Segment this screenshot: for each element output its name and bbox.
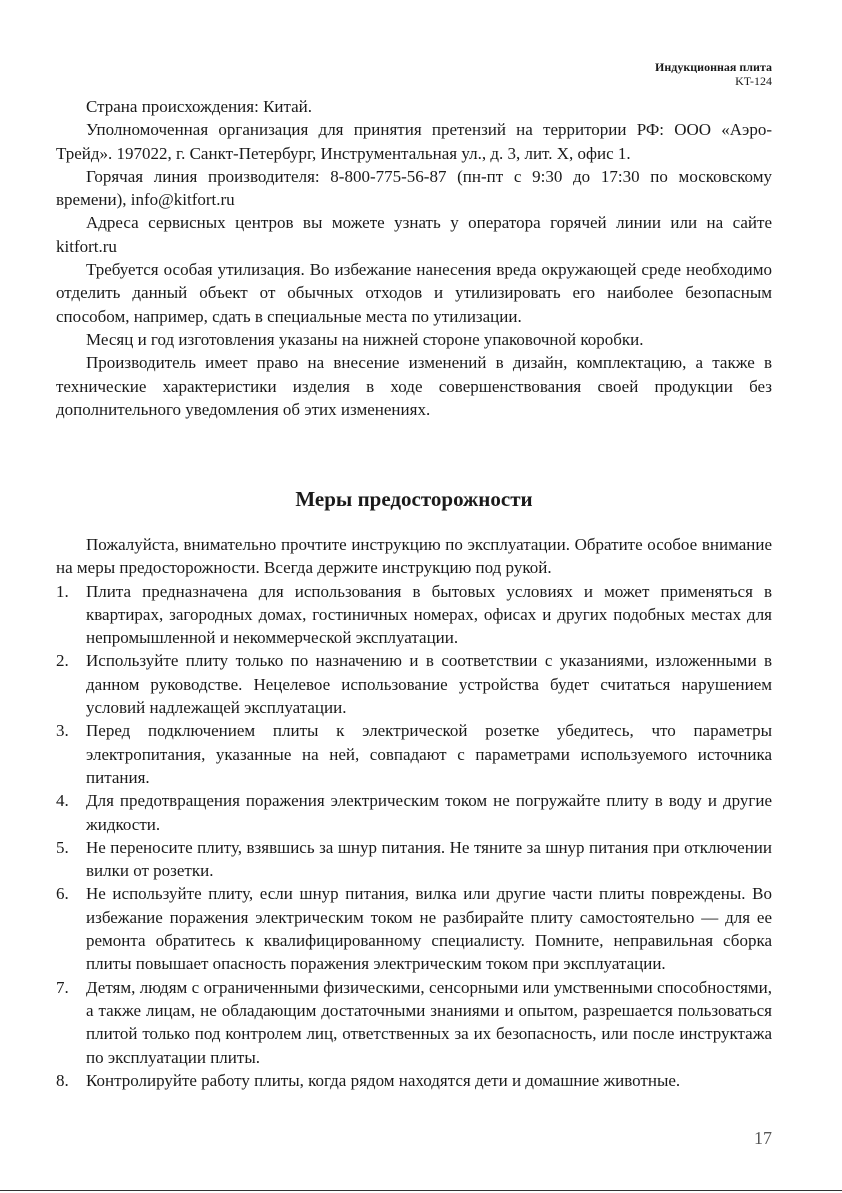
- list-item: [56, 976, 772, 1069]
- intro-paragraph: Производитель имеет право на внесение изменений в дизайн, комплектацию, а также в технические характеристики изделия в ходе совершенствования своей продукции без дополнительного уведомления об этих изменениях.: [56, 353, 772, 419]
- intro-paragraph: Страна происхождения: Китай.: [86, 97, 313, 116]
- item-number: 3.: [56, 721, 69, 741]
- item-number: 1.: [56, 581, 69, 601]
- item-text: Детям, людям с ограниченными физическими, сенсорными или умственными способностями, а также лицам, не обладающим достаточными знаниями и опытом, разрешается пользоваться плитой только под контролем лиц, ответственных за их безопасность, или после инструктажа по эксплуатации плиты.: [86, 977, 772, 1067]
- item-number: 4.: [56, 791, 69, 811]
- page-content: [56, 95, 772, 1090]
- list-item: [56, 1069, 772, 1092]
- item-text: Контролируйте работу плиты, когда рядом находятся дети и домашние животные.: [86, 1070, 681, 1090]
- precautions-section: [56, 533, 772, 1092]
- item-text: Плита предназначена для использования в бытовых условиях и может применяться в квартирах, загородных домах, гостиничных номерах, офисах и других подобных местах для непромышленной и некоммерческой эксплуатации.: [86, 581, 772, 648]
- intro-paragraph: Месяц и год изготовления указаны на нижней стороне упаковочной коробки.: [86, 329, 644, 349]
- list-item: [56, 649, 772, 719]
- running-header: [655, 60, 772, 88]
- list-item: [56, 719, 772, 789]
- item-text: Не переносите плиту, взявшись за шнур питания. Не тяните за шнур питания при отключении вилки от розетки.: [86, 837, 772, 881]
- intro-block: [56, 95, 772, 421]
- item-number: 5.: [56, 837, 69, 857]
- section-heading: Меры предосторожности: [295, 487, 533, 511]
- item-text: Для предотвращения поражения электрическим током не погружайте плиту в воду и другие жидкости.: [86, 791, 772, 834]
- item-text: Используйте плиту только по назначению и в соответствии с указаниями, изложенными в данном руководстве. Нецелевое использование устройства будет считаться нарушением условий надлежащей эксплуатации.: [86, 651, 772, 718]
- header-model: KT-124: [735, 74, 772, 88]
- item-text: Перед подключением плиты к электрической розетке убедитесь, что параметры электропитания, указанные на ней, совпадают с параметрами используемого источника питания.: [86, 721, 772, 787]
- item-number: 2.: [56, 651, 69, 671]
- intro-paragraph: Требуется особая утилизация. Во избежание нанесения вреда окружающей среде необходимо отделить данный объект от обычных отходов и утилизировать его наиболее безопасным способом, например, сдать в специальные места по утилизации.: [56, 260, 772, 326]
- intro-paragraph: Горячая линия производителя: 8-800-775-56-87 (пн-пт с 9:30 до 17:30 по московскому времени), info@kitfort.ru: [56, 166, 772, 210]
- intro-paragraph: Уполномоченная организация для принятия претензий на территории РФ: ООО «Аэро-Трейд». 197022, г. Санкт-Петербург, Инструментальная ул., д. 3, лит. X, офис 1.: [56, 120, 772, 163]
- bottom-rule: [0, 1190, 842, 1191]
- item-number: 8.: [56, 1070, 69, 1090]
- section-intro: Пожалуйста, внимательно прочтите инструкцию по эксплуатации. Обратите особое внимание на меры предосторожности. Всегда держите инструкцию под рукой.: [56, 535, 772, 578]
- precautions-list: [56, 580, 772, 1093]
- list-item: [56, 789, 772, 836]
- intro-paragraph: Адреса сервисных центров вы можете узнать у оператора горячей линии или на сайте kitfort.ru: [56, 213, 772, 256]
- list-item: [56, 836, 772, 883]
- list-item: [56, 580, 772, 650]
- item-number: 7.: [56, 977, 69, 997]
- page-number: 17: [754, 1128, 772, 1148]
- item-number: 6.: [56, 884, 69, 904]
- list-item: [56, 882, 772, 975]
- item-text: Не используйте плиту, если шнур питания, вилка или другие части плиты повреждены. Во избежание поражения электрическим током не разбирайте плиту самостоятельно — для ее ремонта обратитесь к квалифицированному специалисту. Помните, неправильная сборка плиты повышает опасность поражения электрическим током при эксплуатации.: [86, 884, 772, 974]
- header-title: Индукционная плита: [655, 60, 772, 74]
